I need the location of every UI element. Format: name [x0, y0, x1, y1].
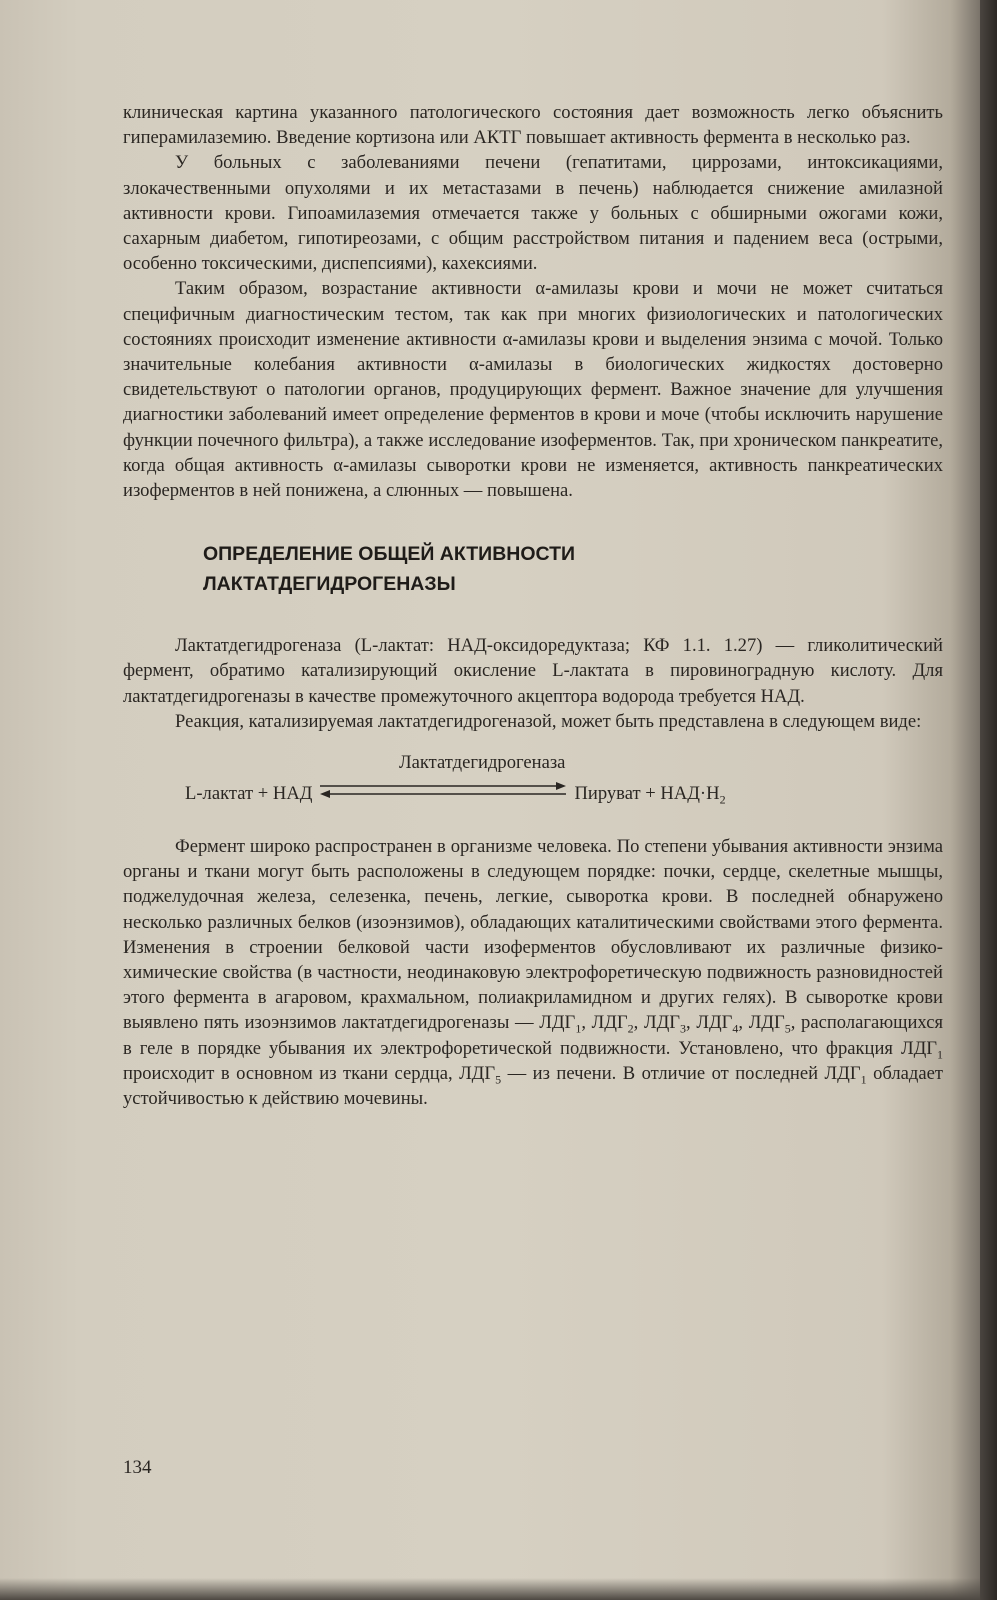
- book-spine-shadow: [980, 0, 997, 1600]
- reaction-line: [185, 778, 726, 809]
- reversible-arrow-icon: [318, 778, 568, 809]
- paragraph: Фермент широко распространен в организме человека. По степени убывания активности энзима органы и ткани могут быть расположены в следующем порядке: почки, сердце, скелетные мышцы, поджелудочная железа, селезенка, печень, легкие, сыворотка крови. В последней обнаружено несколько различных белков (изоэнзимов), обладающих каталитическими свойствами этого фермента. Изменения в строении белковой части изоферментов обусловливают их различные физико-химические свойства (в частности, неодинаковую электрофоретическую подвижность разновидностей этого фермента в агаровом, крахмальном, полиакриламидном и других гелях). В сыворотке крови выявлено пять изоэнзимов лактатдегидрогеназы — $ЛДГ_1$, $ЛДГ_2$, $ЛДГ_3$, $ЛДГ_4$, $ЛДГ_5$, располагающихся в геле в порядке убывания их электрофоретической подвижности. Установлено, что фракция $ЛДГ_1$ происходит в основном из ткани сердца, $ЛДГ_5$ — из печени. В отличие от последней $ЛДГ_1$ обладает устойчивостью к действию мочевины.: [123, 836, 943, 1110]
- paragraph: Лактатдегидрогеназа (L-лактат: НАД-оксидоредуктаза; КФ 1.1. 1.27) — гликолитический фермент, обратимо катализирующий окисление L-лактата в пировиноградную кислоту. Для лактатдегидрогеназы в качестве промежуточного акцептора водорода требуется НАД.: [123, 635, 943, 707]
- paragraph: Таким образом, возрастание активности α-амилазы крови и мочи не может считаться специфичным диагностическим тестом, так как при многих физиологических и патологических состояниях происходит изменение активности α-амилазы крови и выделения энзима с мочой. Только значительные колебания активности α-амилазы в биологических жидкостях достоверно свидетельствуют о патологии органов, продуцирующих фермент. Важное значение для улучшения диагностики заболеваний имеет определение ферментов в крови и моче (чтобы исключить нарушение функции почечного фильтра), а также исследование изоферментов. Так, при хроническом панкреатите, когда общая активность α-амилазы сыворотки крови не изменяется, активность панкреатических изоферментов в ней понижена, а слюнных — повышена.: [123, 278, 943, 502]
- reaction-products: Пируват + $НАД\cdot Н_2$: [574, 783, 726, 807]
- paragraph: клиническая картина указанного патологического состояния дает возможность легко объяснить гиперамилаземию. Введение кортизона или АКТГ повышает активность фермента в несколько раз.: [123, 102, 943, 149]
- paragraph: У больных с заболеваниями печени (гепатитами, циррозами, интоксикациями, злокачественными опухолями и их метастазами в печень) наблюдается снижение амилазной активности крови. Гипоамилаземия отмечается также у больных с обширными ожогами кожи, сахарным диабетом, гипотиреозами, с общим расстройством питания и падением веса (острыми, особенно токсическими, диспепсиями), кахексиями.: [123, 152, 943, 275]
- page-bottom-edge: [0, 1578, 980, 1600]
- section-heading: [203, 539, 943, 599]
- reaction-reactants: L-лактат + НАД: [185, 783, 313, 805]
- page-text: [123, 100, 943, 1111]
- paragraph: Реакция, катализируемая лактатдегидрогеназой, может быть представлена в следующем виде:: [175, 710, 922, 732]
- section-heading-line: ОПРЕДЕЛЕНИЕ ОБЩЕЙ АКТИВНОСТИ: [203, 543, 576, 566]
- reaction-equation: [123, 744, 943, 824]
- section-heading-line: ЛАКТАТДЕГИДРОГЕНАЗЫ: [203, 573, 456, 596]
- enzyme-label: Лактатдегидрогеназа: [399, 752, 566, 774]
- page-number: 134: [123, 1457, 152, 1478]
